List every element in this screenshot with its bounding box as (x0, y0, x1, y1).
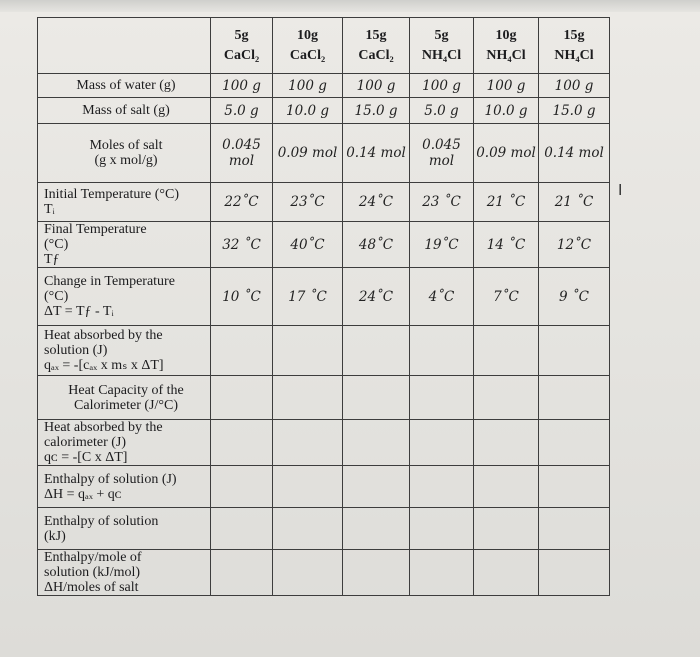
data-cell: 5.0 g (410, 98, 474, 124)
data-cell: 0.09 mol (273, 124, 343, 183)
row-label (38, 98, 211, 124)
col-header: 10g CaCl₂ (273, 18, 343, 74)
table-row (38, 508, 610, 550)
data-cell (273, 326, 343, 376)
row-label (38, 326, 211, 376)
col-header: 15g NH₄Cl (539, 18, 610, 74)
col-header: 15g CaCl₂ (343, 18, 410, 74)
data-cell (474, 466, 539, 508)
text-cursor-icon: I (618, 181, 623, 199)
row-label (38, 508, 211, 550)
row-label-line: solution (J) (44, 343, 108, 358)
data-cell (410, 376, 474, 420)
data-cell (211, 550, 273, 596)
table-row (38, 376, 610, 420)
table-row (38, 222, 610, 268)
header-corner-cell (38, 18, 211, 74)
row-label-line: (°C) (44, 289, 69, 304)
data-cell: 19˚C (410, 222, 474, 268)
data-cell: 7˚C (474, 268, 539, 326)
row-label-line: ΔH/moles of salt (44, 580, 139, 595)
data-cell: 4˚C (410, 268, 474, 326)
data-cell (211, 466, 273, 508)
table-row (38, 326, 610, 376)
row-label-line: Final Temperature (44, 222, 147, 237)
data-cell: 10 ˚C (211, 268, 273, 326)
row-label-line: solution (kJ/mol) (44, 565, 141, 580)
data-cell (539, 550, 610, 596)
data-cell (343, 376, 410, 420)
data-cell (273, 376, 343, 420)
row-label-line: qₐₓ = -[cₐₓ x mₛ x ΔT] (44, 358, 164, 373)
row-label-line: (g x mol/g) (94, 153, 158, 168)
data-cell (343, 508, 410, 550)
data-cell: 12˚C (539, 222, 610, 268)
row-label (38, 466, 211, 508)
data-cell (410, 326, 474, 376)
data-cell: 9 ˚C (539, 268, 610, 326)
row-label-line: ΔT = Tƒ - Tᵢ (44, 304, 114, 319)
row-label-line: Initial Temperature (°C) (44, 187, 179, 202)
data-cell (410, 550, 474, 596)
table-row (38, 550, 610, 596)
data-cell: 48˚C (343, 222, 410, 268)
data-cell (474, 376, 539, 420)
data-cell: 0.09 mol (474, 124, 539, 183)
col-header: 10g NH₄Cl (474, 18, 539, 74)
data-cell (273, 508, 343, 550)
calorimetry-data-table (37, 17, 610, 596)
row-label-line: Mass of salt (g) (82, 103, 170, 118)
row-label (38, 268, 211, 326)
data-cell: 24˚C (343, 183, 410, 222)
data-cell (273, 466, 343, 508)
data-cell: 23˚C (273, 183, 343, 222)
row-label (38, 74, 211, 98)
table-row (38, 124, 610, 183)
data-cell (273, 550, 343, 596)
col-header: 5g CaCl₂ (211, 18, 273, 74)
row-label (38, 222, 211, 268)
data-cell: 5.0 g (211, 98, 273, 124)
data-cell (211, 508, 273, 550)
data-cell: 100 g (539, 74, 610, 98)
data-cell (474, 420, 539, 466)
data-cell (343, 466, 410, 508)
data-cell (539, 508, 610, 550)
data-cell (211, 420, 273, 466)
row-label (38, 183, 211, 222)
data-cell: 22˚C (211, 183, 273, 222)
table-row (38, 268, 610, 326)
row-label-line: Heat Capacity of the (68, 382, 184, 398)
data-cell: 0.14 mol (539, 124, 610, 183)
data-cell (539, 466, 610, 508)
row-label-line: Enthalpy of solution (J) (44, 471, 177, 487)
worksheet-edge (0, 0, 700, 12)
data-cell (410, 508, 474, 550)
row-label-line: calorimeter (J) (44, 435, 127, 450)
data-cell: 32 ˚C (211, 222, 273, 268)
data-cell (410, 124, 474, 183)
data-cell (539, 420, 610, 466)
data-cell: 17 ˚C (273, 268, 343, 326)
row-label-line: Enthalpy of solution (44, 513, 159, 529)
data-cell (474, 326, 539, 376)
data-cell: 21 ˚C (539, 183, 610, 222)
row-label-line: Heat absorbed by the (44, 420, 163, 435)
row-label-line: Change in Temperature (44, 274, 175, 289)
data-cell-line: mol (428, 153, 455, 169)
data-cell (211, 376, 273, 420)
data-cell (343, 420, 410, 466)
data-cell: 100 g (211, 74, 273, 98)
data-cell-line: mol (228, 153, 255, 169)
row-label-line: (kJ) (44, 528, 66, 544)
row-label-line: Heat absorbed by the (44, 328, 163, 343)
data-cell-line: 0.045 (422, 137, 461, 153)
row-label (38, 550, 211, 596)
data-cell-line: 0.045 (222, 137, 261, 153)
data-cell: 100 g (474, 74, 539, 98)
row-label-line: Tᵢ (44, 202, 55, 217)
data-cell: 15.0 g (343, 98, 410, 124)
data-cell: 15.0 g (539, 98, 610, 124)
data-cell (539, 376, 610, 420)
table-row (38, 183, 610, 222)
data-cell: 14 ˚C (474, 222, 539, 268)
data-cell (410, 420, 474, 466)
data-cell (343, 326, 410, 376)
data-cell: 100 g (273, 74, 343, 98)
data-cell: 0.14 mol (343, 124, 410, 183)
row-label-line: Mass of water (g) (76, 78, 176, 93)
table-row (38, 420, 610, 466)
row-label (38, 124, 211, 183)
row-label (38, 376, 211, 420)
data-cell (474, 508, 539, 550)
data-cell (474, 550, 539, 596)
data-cell: 100 g (343, 74, 410, 98)
row-label-line: Calorimeter (J/°C) (74, 397, 178, 413)
row-label-line: Enthalpy/mole of (44, 550, 142, 565)
table-row (38, 466, 610, 508)
data-cell (343, 550, 410, 596)
data-cell (211, 124, 273, 183)
data-cell: 23 ˚C (410, 183, 474, 222)
data-cell (410, 466, 474, 508)
row-label-line: ΔH = qₐₓ + qᴄ (44, 486, 122, 502)
col-header: 5g NH₄Cl (410, 18, 474, 74)
data-cell: 100 g (410, 74, 474, 98)
data-cell (273, 420, 343, 466)
data-cell (211, 326, 273, 376)
row-label-line: qᴄ = -[C x ΔT] (44, 450, 128, 465)
data-cell: 40˚C (273, 222, 343, 268)
table-row (38, 98, 610, 124)
row-label-line: Moles of salt (89, 138, 163, 153)
data-cell: 21 ˚C (474, 183, 539, 222)
data-cell (539, 326, 610, 376)
row-label-line: (°C) (44, 237, 69, 252)
header-row (38, 18, 610, 74)
data-cell: 10.0 g (273, 98, 343, 124)
data-cell: 10.0 g (474, 98, 539, 124)
row-label-line: Tƒ (44, 252, 60, 267)
data-cell: 24˚C (343, 268, 410, 326)
row-label (38, 420, 211, 466)
table-row (38, 74, 610, 98)
